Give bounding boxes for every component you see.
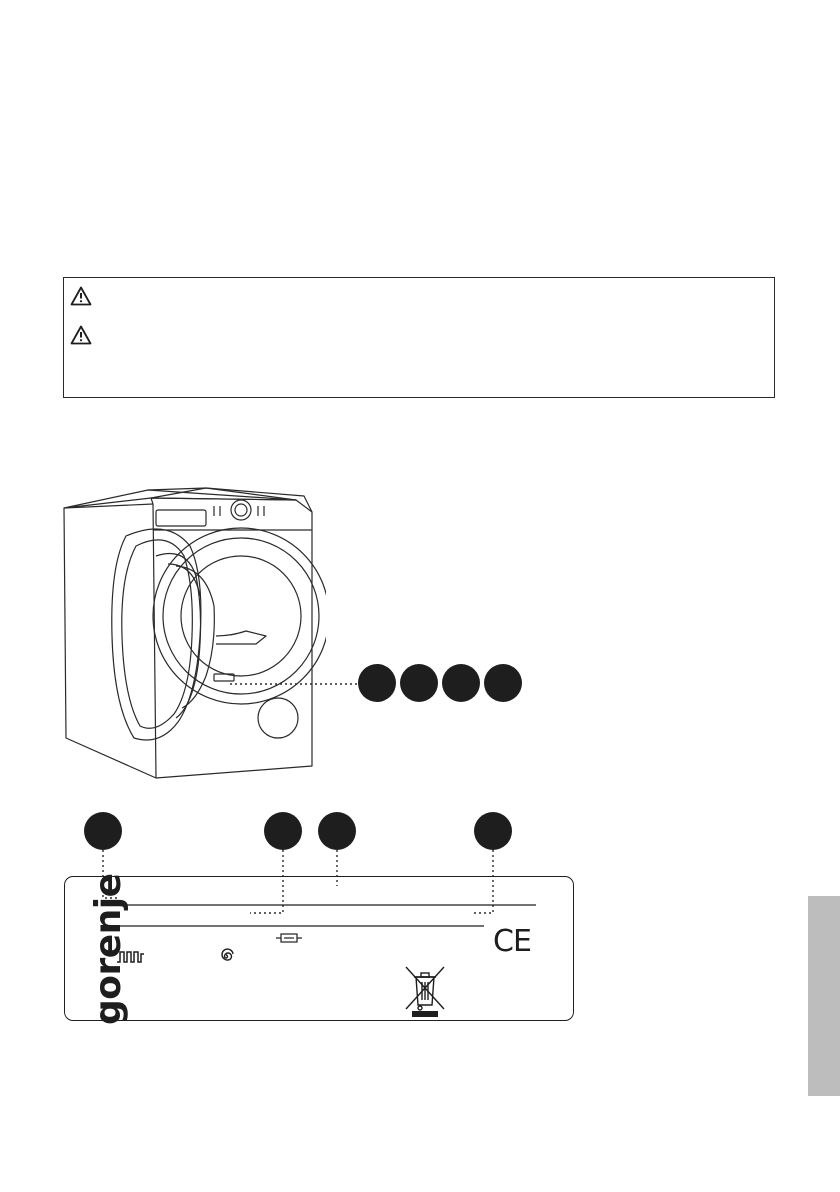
callout-bubble: [474, 812, 512, 850]
callout-bubble: [264, 812, 302, 850]
warning-triangle-icon: [70, 325, 92, 345]
callout-bubble: [84, 812, 122, 850]
warning-triangle-icon: [70, 286, 92, 306]
ce-mark: CE: [493, 924, 531, 959]
weee-crossed-bin-icon: [404, 965, 446, 1019]
side-tab: [808, 896, 840, 1096]
callout-bubble: [318, 812, 356, 850]
callout-bubble: [358, 664, 396, 702]
callout-leader-line: [230, 675, 362, 689]
callout-bubble: [484, 664, 522, 702]
warning-box: [63, 277, 775, 398]
brand-logo: gorenje: [88, 873, 129, 1025]
label-rule-lines: [116, 900, 540, 930]
fuse-icon: [276, 932, 302, 944]
heater-icon: [116, 948, 146, 966]
callout-bubble: [400, 664, 438, 702]
callout-bubble: [442, 664, 480, 702]
spin-icon: [217, 947, 235, 965]
washing-machine-illustration: [56, 486, 326, 782]
